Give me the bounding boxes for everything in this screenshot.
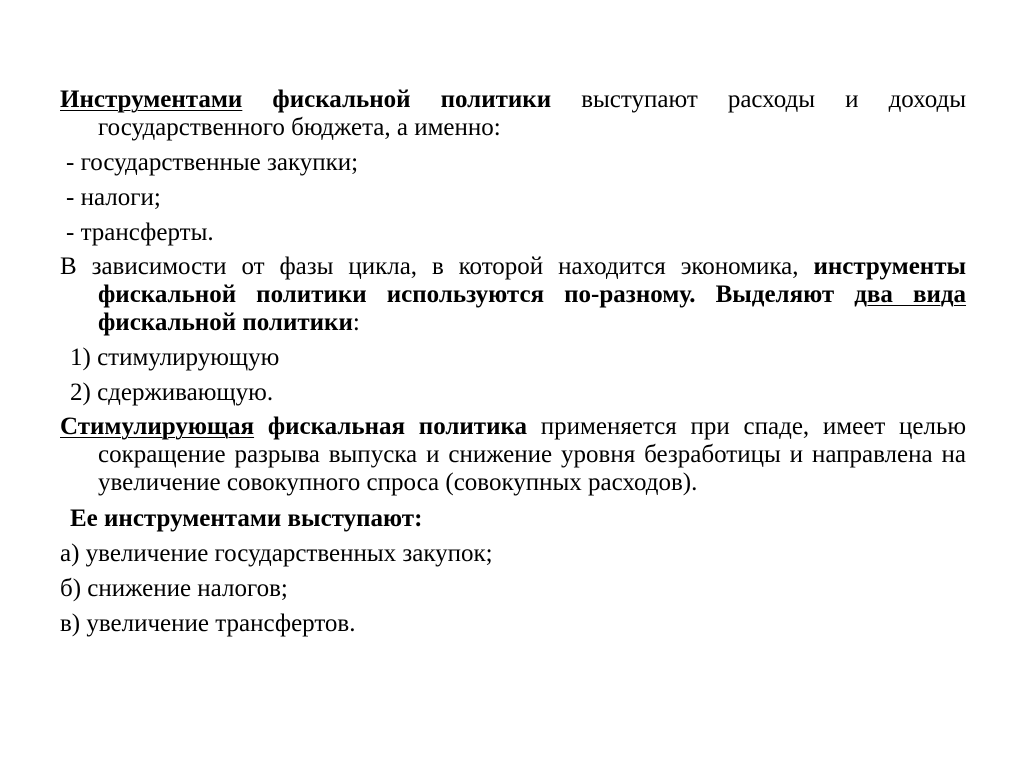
colon: : — [352, 309, 360, 336]
underlined-two-types: два вида — [854, 281, 967, 308]
paragraph-stimulating-policy — [60, 413, 966, 497]
policy-types-list — [60, 344, 966, 407]
bold-statement: инструменты фискальной политики используются по-разному. — [98, 253, 967, 308]
list-item: 1) стимулирующую — [70, 344, 280, 371]
list-item: - трансферты. — [66, 219, 214, 246]
list-item: а) увеличение государственных закупок; — [60, 540, 493, 567]
list-item: б) снижение налогов; — [60, 575, 288, 602]
term-fiscal-policy: фискальная политика — [267, 413, 528, 440]
list-item: - налоги; — [66, 184, 161, 211]
list-item: - государственные закупки; — [66, 149, 359, 176]
term-fiscal-policy: фискальной политики — [272, 86, 552, 113]
list-item: 2) сдерживающую. — [70, 379, 274, 406]
bold-statement-start: Выделяют — [715, 281, 835, 308]
bold-statement-end: фискальной политики — [98, 309, 353, 336]
term-stimulating: Стимулирующая — [60, 413, 255, 440]
paragraph-cycle-phase — [60, 253, 966, 337]
instruments-heading: Ее инструментами выступают: — [70, 505, 423, 532]
slide-content — [60, 86, 966, 638]
paragraph-fiscal-instruments — [60, 86, 966, 142]
measures-list — [60, 540, 966, 638]
paragraph-text: применяется при спаде, имеет целью сокращение разрыва выпуска и снижение уровня безработицы и направлена на увеличение совокупного спроса (совокупных расходов). — [98, 413, 967, 496]
paragraph-text: выступают расходы и доходы государственного бюджета, а именно: — [98, 86, 967, 141]
term-instruments: Инструментами — [60, 86, 243, 113]
instrument-list — [60, 149, 966, 247]
paragraph-text: В зависимости от фазы цикла, в которой находится экономика, — [60, 253, 799, 280]
list-item: в) увеличение трансфертов. — [60, 610, 356, 637]
